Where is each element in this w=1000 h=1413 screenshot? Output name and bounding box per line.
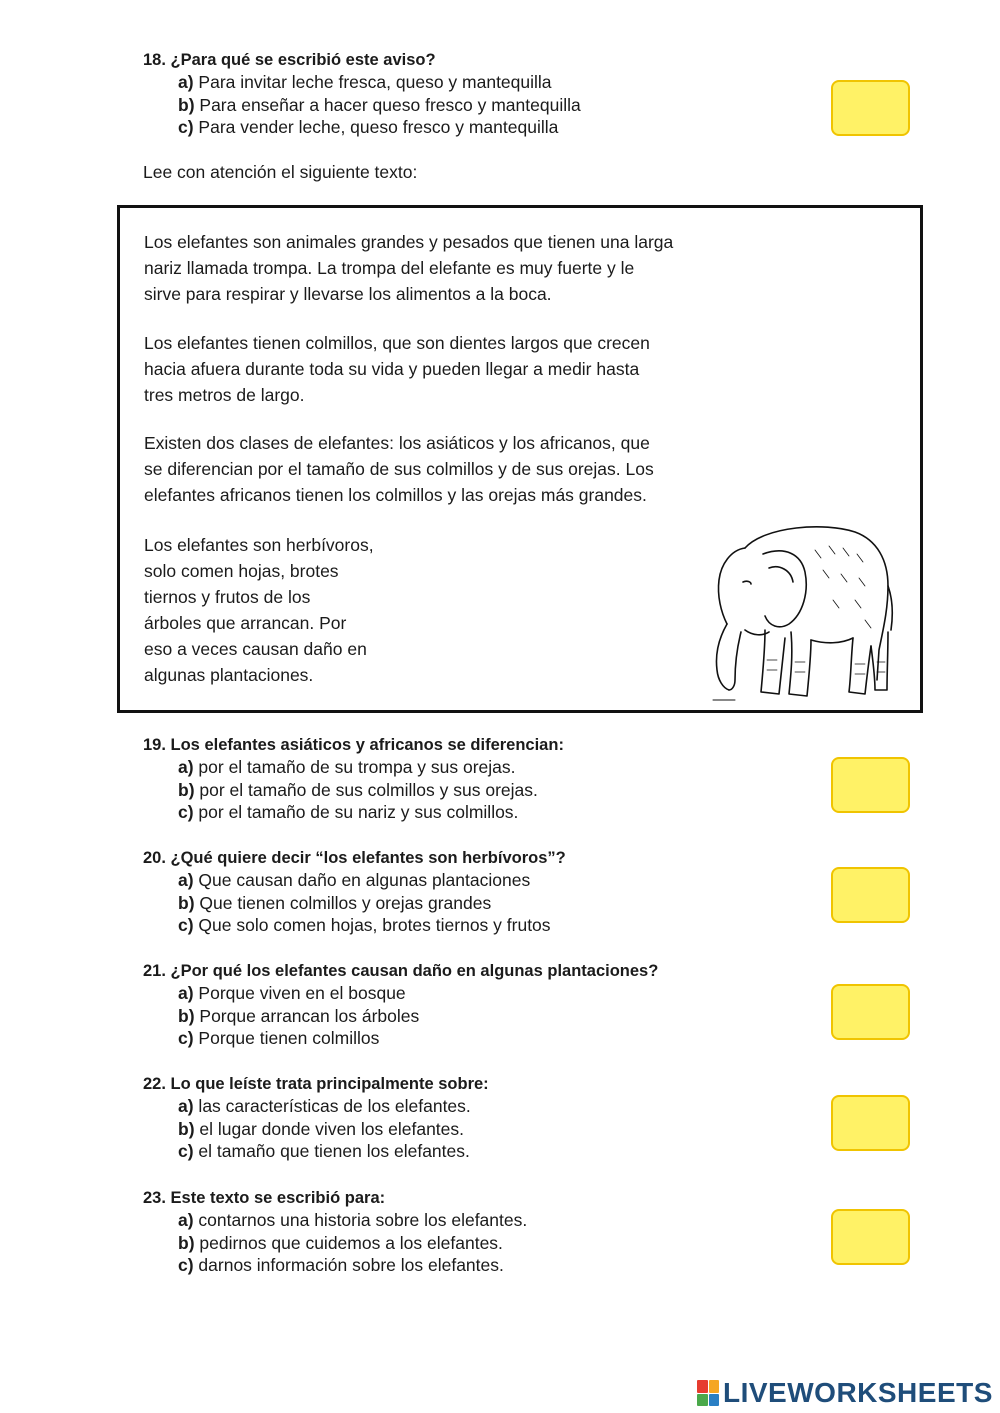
logo-mark-icon	[697, 1380, 719, 1406]
liveworksheets-logo[interactable]	[697, 1377, 993, 1409]
question-18	[143, 49, 581, 139]
question-title: 22. Lo que leíste trata principalmente sobre:	[143, 1075, 489, 1093]
answer-box-21[interactable]	[831, 984, 910, 1040]
logo-square-red	[697, 1380, 708, 1393]
option-a: a) Para invitar leche fresca, queso y mantequilla	[178, 72, 552, 92]
option-b: b) pedirnos que cuidemos a los elefantes.	[178, 1232, 503, 1253]
option-a: a) las características de los elefantes.	[178, 1096, 471, 1116]
answer-box-18[interactable]	[831, 80, 910, 136]
option-c: c) darnos información sobre los elefantes.	[178, 1255, 504, 1275]
logo-square-green	[697, 1394, 708, 1407]
option-c: c) por el tamaño de su nariz y sus colmillos.	[178, 802, 519, 822]
option-b: b) por el tamaño de sus colmillos y sus orejas.	[178, 779, 538, 800]
option-c: c) Porque tienen colmillos	[178, 1028, 380, 1048]
logo-square-blue	[709, 1394, 720, 1407]
reading-passage	[117, 205, 923, 713]
option-c: c) Que solo comen hojas, brotes tiernos y frutos	[178, 915, 551, 935]
option-b: b) Que tienen colmillos y orejas grandes	[178, 892, 492, 913]
answer-box-20[interactable]	[831, 867, 910, 923]
question-23	[143, 1187, 527, 1277]
option-b: b) el lugar donde viven los elefantes.	[178, 1118, 465, 1139]
option-a: a) Porque viven en el bosque	[178, 983, 406, 1003]
option-b: b) Para enseñar a hacer queso fresco y mantequilla	[178, 94, 581, 115]
passage-paragraph-2: Los elefantes tienen colmillos, que son dientes largos que crecen hacia afuera durante toda su vida y pueden llegar a medir hasta tres metros de largo.	[144, 333, 650, 405]
option-b: b) Porque arrancan los árboles	[178, 1005, 420, 1026]
option-a: a) Que causan daño en algunas plantaciones	[178, 870, 531, 890]
logo-square-orange	[709, 1380, 720, 1393]
option-c: c) Para vender leche, queso fresco y mantequilla	[178, 117, 559, 137]
question-title: 19. Los elefantes asiáticos y africanos se diferencian:	[143, 736, 564, 754]
passage-paragraph-4: Los elefantes son herbívoros, solo comen hojas, brotes tiernos y frutos de los árboles que arrancan. Por eso a veces causan daño en algunas plantaciones.	[144, 535, 374, 685]
passage-paragraph-3: Existen dos clases de elefantes: los asiáticos y los africanos, que se diferencian por el tamaño de sus colmillos y de sus orejas. Los elefantes africanos tienen los colmillos y las orejas más grandes.	[144, 433, 654, 505]
question-22	[143, 1073, 489, 1163]
question-title: 18. ¿Para qué se escribió este aviso?	[143, 51, 436, 69]
question-title: 23. Este texto se escribió para:	[143, 1189, 386, 1207]
question-21	[143, 960, 658, 1050]
answer-box-19[interactable]	[831, 757, 910, 813]
passage-paragraph-1: Los elefantes son animales grandes y pesados que tienen una larga nariz llamada trompa. La trompa del elefante es muy fuerte y le sirve para respirar y llevarse los alimentos a la boca.	[144, 232, 674, 304]
reading-instruction: Lee con atención el siguiente texto:	[143, 162, 418, 182]
option-a: a) por el tamaño de su trompa y sus orejas.	[178, 757, 516, 777]
option-c: c) el tamaño que tienen los elefantes.	[178, 1141, 470, 1161]
elephant-illustration	[705, 520, 895, 702]
question-20	[143, 847, 566, 937]
question-title: 20. ¿Qué quiere decir “los elefantes son herbívoros”?	[143, 849, 566, 867]
question-19	[143, 734, 564, 824]
question-title: 21. ¿Por qué los elefantes causan daño en algunas plantaciones?	[143, 962, 659, 980]
answer-box-23[interactable]	[831, 1209, 910, 1265]
option-a: a) contarnos una historia sobre los elefantes.	[178, 1210, 528, 1230]
answer-box-22[interactable]	[831, 1095, 910, 1151]
logo-text: LIVEWORKSHEETS	[723, 1377, 993, 1408]
